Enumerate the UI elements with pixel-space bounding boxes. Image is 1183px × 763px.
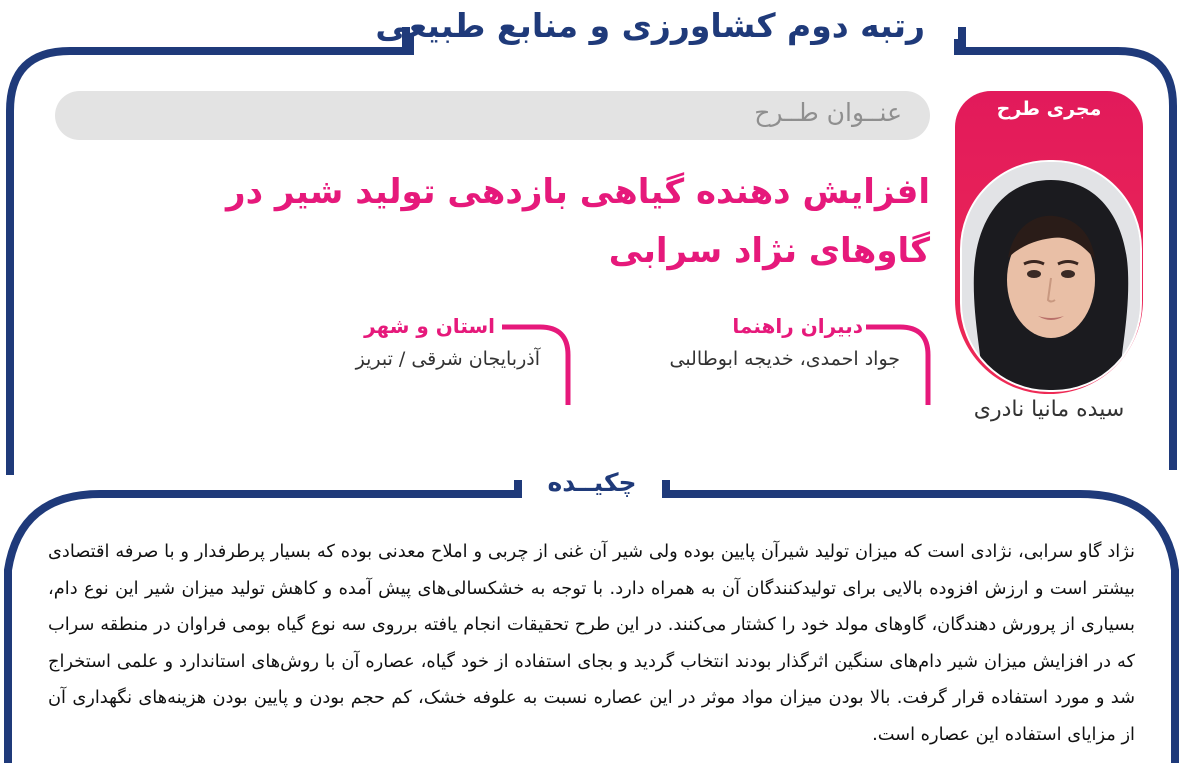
presenter-photo <box>960 160 1142 392</box>
location-value: آذربایجان شرقی / تبریز <box>355 348 540 370</box>
portrait-image <box>962 162 1140 390</box>
category-title: رتبه دوم کشاورزی و منابع طبیعی <box>375 6 925 45</box>
abstract-heading: چکیــده <box>547 468 637 497</box>
advisors-label: دبیران راهنما <box>732 314 863 338</box>
location-label: استان و شهر <box>364 314 495 338</box>
project-title-bar <box>55 91 930 140</box>
abstract-text: نژاد گاو سرابی، نژادی است که میزان تولید شیرآن پایین بوده ولی شیر آن غنی از چربی و املاح معدنی بوده که بسیار پرطرفدار و با صرفه اقتصادی بیشتر است و ارزش افزوده بالایی برای تولیدکنندگان آن به همراه دارد. با توجه به خشکسالی‌های پیش آمده و کاهش تولید میزان شیر این نوع دام، بسیاری از پرورش دهندگان، گاوهای مولد خود را کشتار می‌کنند. در این طرح تحقیقات انجام یافته برروی سه نوع گیاه بومی فراوان در منطقه سراب که در افزایش میزان شیر دام‌های سنگین اثرگذار بودند انتخاب گردید و بجای استفاده از خود گیاه، عصاره آن با روش‌های استاندارد و علمی استخراج شد و مورد استفاده قرار گرفت. بالا بودن میزان مواد موثر در این عصاره نسبت به علوفه خشک، کم حجم بودن و پایین بودن هزینه‌های نگهداری آن از مزایای استفاده این عصاره است. <box>48 541 1135 745</box>
presenter-label: مجری طرح <box>996 98 1102 120</box>
project-title: افزایش دهنده گیاهی بازدهی تولید شیر در گاوهای نژاد سرابی <box>226 172 930 271</box>
presenter-name: سیده مانیا نادری <box>973 397 1125 422</box>
project-title-label: عنــوان طــرح <box>754 98 902 127</box>
advisors-value: جواد احمدی، خدیجه ابوطالبی <box>669 348 900 370</box>
